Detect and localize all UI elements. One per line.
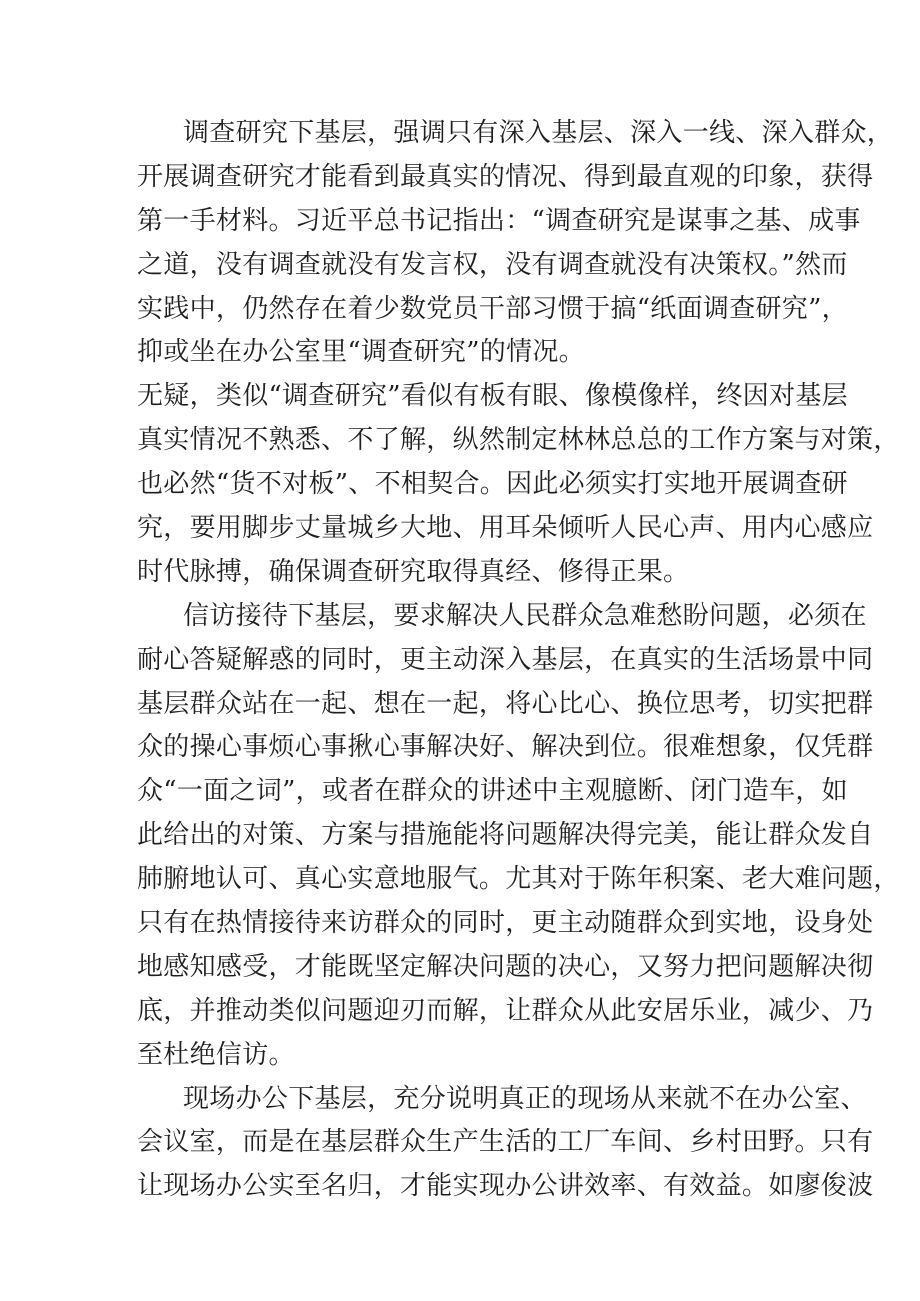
- text-line: 会议室，而是在基层群众生产生活的工厂车间、乡村田野。只有: [137, 1127, 874, 1158]
- text-line: 底，并推动类似问题迎刃而解，让群众从此安居乐业，减少、乃: [137, 995, 874, 1026]
- text-line: 真实情况不熟悉、不了解，纵然制定林林总总的工作方案与对策，: [137, 425, 900, 456]
- text-line: 众的操心事烦心事揪心事解决好、解决到位。很难想象，仅凭群: [137, 732, 874, 763]
- text-line: 实践中，仍然存在着少数党员干部习惯于搞“纸面调查研究”，: [137, 293, 848, 324]
- text-line: 基层群众站在一起、想在一起，将心比心、换位思考，切实把群: [137, 688, 874, 719]
- text-line: 地感知感受，才能既坚定解决问题的决心，又努力把问题解决彻: [137, 951, 874, 982]
- text-line: 开展调查研究才能看到最真实的情况、得到最直观的印象，获得: [137, 161, 874, 192]
- text-line: 此给出的对策、方案与措施能将问题解决得完美，能让群众发自: [137, 820, 874, 851]
- text-line: 第一手材料。习近平总书记指出：“调查研究是谋事之基、成事: [137, 205, 861, 236]
- text-line: 信访接待下基层，要求解决人民群众急难愁盼问题，必须在: [183, 600, 867, 631]
- text-line: 抑或坐在办公室里“调查研究”的情况。: [137, 337, 585, 368]
- text-line: 也必然“货不对板”、不相契合。因此必须实打实地开展调查研: [137, 469, 848, 500]
- text-line: 只有在热情接待来访群众的同时，更主动随群众到实地，设身处: [137, 908, 874, 939]
- document-body: [137, 112, 900, 1209]
- text-line: 究，要用脚步丈量城乡大地、用耳朵倾听人民心声、用内心感应: [137, 513, 874, 544]
- text-line: 调查研究下基层，强调只有深入基层、深入一线、深入群众，: [183, 118, 894, 148]
- text-line: 时代脉搏，确保调查研究取得真经、修得正果。: [137, 556, 690, 587]
- text-line: 肺腑地认可、真心实意地服气。尤其对于陈年积案、老大难问题，: [137, 864, 900, 895]
- text-line: 让现场办公实至名归，才能实现办公讲效率、有效益。如廖俊波: [137, 1171, 874, 1202]
- text-line: 现场办公下基层，充分说明真正的现场从来就不在办公室、: [183, 1083, 867, 1114]
- text-line: 无疑，类似“调查研究”看似有板有眼、像模像样，终因对基层: [137, 381, 848, 412]
- paragraph: [137, 112, 894, 375]
- text-line: 众“一面之词”，或者在群众的讲述中主观臆断、闭门造车，如: [137, 776, 848, 807]
- paragraph: [137, 375, 900, 594]
- text-line: 至杜绝信访。: [137, 1039, 295, 1070]
- paragraph: [137, 595, 900, 1078]
- text-line: 之道，没有调查就没有发言权，没有调查就没有决策权。”然而: [137, 249, 848, 280]
- text-line: 耐心答疑解惑的同时，更主动深入基层，在真实的生活场景中同: [137, 644, 874, 675]
- paragraph: [137, 1078, 874, 1210]
